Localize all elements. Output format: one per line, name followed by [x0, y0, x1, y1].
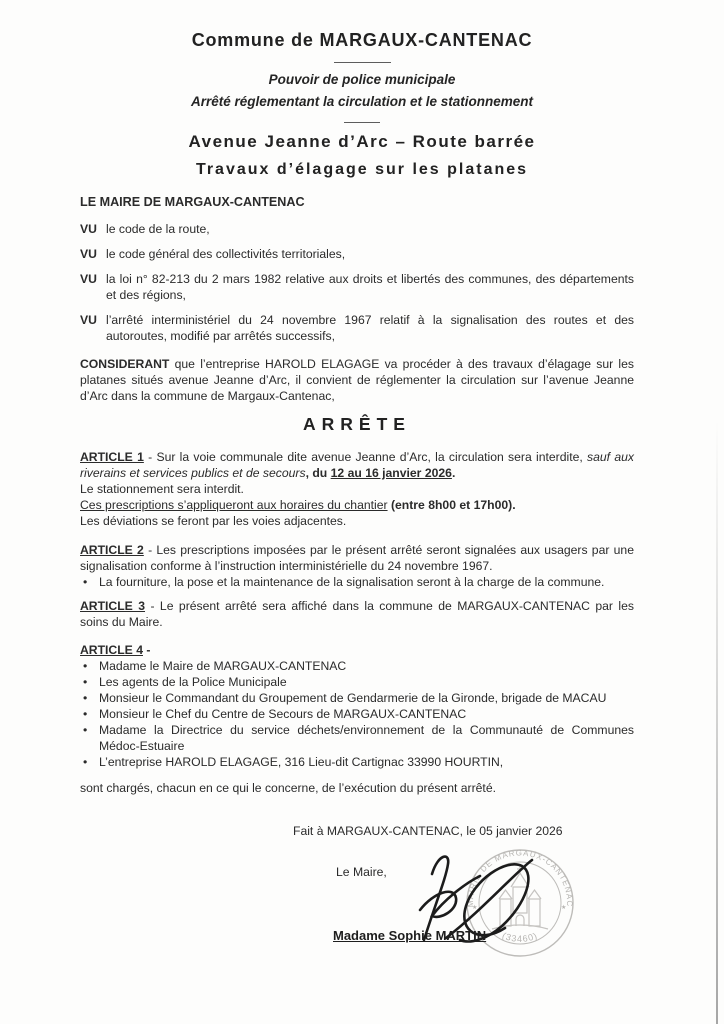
header-subtitle-power: Pouvoir de police municipale: [268, 72, 456, 87]
article-3-label: ARTICLE 3: [80, 599, 146, 613]
closing-line: sont chargés, chacun en ce qui le concerne, de l’exécution du présent arrêté.: [80, 781, 496, 795]
article-1-line4: Les déviations se feront par les voies adjacentes.: [80, 514, 347, 528]
header-subtitle-arrete: Arrêté réglementant la circulation et le stationnement: [190, 94, 534, 109]
document-body: [0, 194, 724, 1024]
maire-heading: LE MAIRE DE MARGAUX-CANTENAC: [80, 195, 305, 209]
vu-item-2: [80, 246, 634, 262]
article-2-list: [80, 574, 634, 590]
article-1: [80, 449, 634, 529]
list-item: [80, 674, 634, 690]
list-item: [80, 658, 634, 674]
document-header: [0, 0, 724, 179]
vu-text: l’arrêté interministériel du 24 novembre 1967 relatif à la signalisation des routes et des autoroutes, modifié par arrêtés successifs,: [106, 313, 634, 343]
considerant-paragraph: [80, 356, 634, 404]
arrete-heading: ARRÊTE: [303, 414, 411, 434]
article-2-paragraph: [80, 542, 634, 574]
vu-label: VU: [80, 313, 97, 327]
article-1-line2: Le stationnement sera interdit.: [80, 482, 244, 496]
article-1-line3: [80, 497, 634, 513]
bullet-glyph: •: [83, 691, 88, 705]
seal-bottom-text: (33460): [500, 930, 540, 944]
document-title-street: Avenue Jeanne d’Arc – Route barrée: [188, 132, 536, 151]
article-2-label: ARTICLE 2: [80, 543, 144, 557]
article-2-text: - Les prescriptions imposées par le présent arrêté seront signalées aux usagers par une signalisation conforme à l’instruction interministérielle du 24 novembre 1967.: [80, 543, 634, 573]
considerant-text: que l’entreprise HAROLD ELAGAGE va procéder à des travaux d’élagage sur les platanes situés avenue Jeanne d’Arc, il convient de réglementer la circulation sur l’avenue Jeanne d’Arc dans la commune de Margaux-Cantenac,: [80, 357, 634, 403]
bullet-glyph: •: [83, 707, 88, 721]
list-item-text: La fourniture, la pose et la maintenance de la signalisation seront à la charge de la commune.: [99, 575, 605, 589]
vu-label: VU: [80, 272, 97, 286]
list-item: [80, 574, 634, 590]
commune-title: Commune de MARGAUX-CANTENAC: [191, 30, 533, 50]
article-1-label: ARTICLE 1: [80, 450, 144, 464]
vu-item-3: [80, 271, 634, 303]
article-1-exception: sauf aux riverains et services publics et de secours: [80, 450, 634, 480]
article-4: [80, 642, 634, 770]
header-divider-2: [344, 122, 380, 123]
bullet-glyph: •: [83, 755, 88, 769]
article-4-label: ARTICLE 4: [80, 643, 143, 657]
bullet-glyph: •: [83, 675, 88, 689]
list-item-text: Monsieur le Chef du Centre de Secours de MARGAUX-CANTENAC: [99, 707, 467, 721]
vu-item-4: [80, 312, 634, 344]
list-item: [80, 754, 634, 770]
list-item-text: Les agents de la Police Municipale: [99, 675, 287, 689]
bullet-glyph: •: [83, 723, 88, 737]
signer-name: Madame Sophie MARTIN: [333, 928, 487, 943]
article-3: [80, 598, 634, 630]
list-item-text: L’entreprise HAROLD ELAGAGE, 316 Lieu-dit Cartignac 33990 HOURTIN,: [99, 755, 504, 769]
vu-item-1: [80, 221, 634, 237]
article-1-du: , du: [305, 466, 331, 480]
list-item-text: Monsieur le Commandant du Groupement de Gendarmerie de la Gironde, brigade de MACAU: [99, 691, 607, 705]
article-1-hours: (entre 8h00 et 17h00).: [387, 498, 516, 512]
article-1-dates: 12 au 16 janvier 2026: [330, 466, 452, 480]
article-3-text: - Le présent arrêté sera affiché dans la commune de MARGAUX-CANTENAC par les soins du Maire.: [80, 599, 634, 629]
document-title-works: Travaux d’élagage sur les platanes: [195, 161, 529, 178]
vu-label: VU: [80, 222, 97, 236]
header-divider-1: [334, 62, 391, 63]
signature-area: [80, 796, 634, 1024]
list-item-text: Madame la Directrice du service déchets/environnement de la Communauté de Communes Médoc-Estuaire: [99, 723, 634, 753]
vu-text: le code de la route,: [106, 222, 210, 236]
vu-text: la loi n° 82-213 du 2 mars 1982 relative aux droits et libertés des communes, des départements et des régions,: [106, 272, 634, 302]
bullet-glyph: •: [83, 575, 88, 589]
list-item: [80, 690, 634, 706]
fait-line: Fait à MARGAUX-CANTENAC, le 05 janvier 2026: [293, 824, 563, 838]
article-1-period: .: [451, 466, 456, 480]
seal-star-left: ★: [472, 905, 478, 911]
article-1-prescriptions: Ces prescriptions s’appliqueront aux horaires du chantier: [80, 498, 388, 512]
seal-star-right: ★: [561, 905, 567, 911]
article-1-text: - Sur la voie communale dite avenue Jeanne d’Arc, la circulation sera interdite,: [143, 450, 588, 464]
article-3-paragraph: [80, 598, 634, 630]
article-4-heading: [80, 642, 634, 658]
vu-label: VU: [80, 247, 97, 261]
vu-text: le code général des collectivités territoriales,: [106, 247, 346, 261]
scan-edge-artifact: [716, 420, 718, 1024]
article-1-paragraph: [80, 449, 634, 481]
bullet-glyph: •: [83, 659, 88, 673]
article-4-suffix: -: [142, 643, 151, 657]
article-4-list: [80, 658, 634, 770]
list-item: [80, 722, 634, 754]
le-maire-line: Le Maire,: [336, 865, 387, 879]
article-2: [80, 542, 634, 590]
list-item-text: Madame le Maire de MARGAUX-CANTENAC: [99, 659, 347, 673]
list-item: [80, 706, 634, 722]
seal-top-text: MAIRIE DE MARGAUX-CANTENAC: [465, 848, 575, 908]
considerant-label: CONSIDERANT: [80, 357, 170, 371]
